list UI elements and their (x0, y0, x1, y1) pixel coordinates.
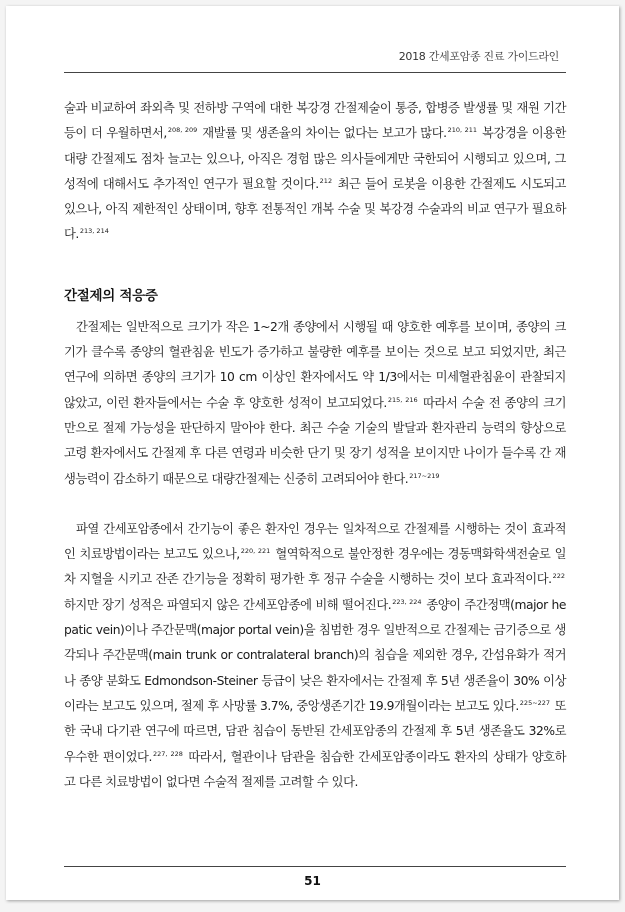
paragraph-spacer (64, 492, 566, 517)
document-page (6, 6, 619, 900)
citation: 212 (319, 176, 333, 185)
text-run: 혈역학적으로 불안정한 경우에는 경동맥화학색전술로 일차 지혈을 시키고 잔존 간기능을 정확히 평가한 후 정규 수술을 시행하는 것이 보다 효과적이다. (64, 547, 566, 587)
running-header: 2018 간세포암종 진료 가이드라인 (398, 50, 559, 63)
text-run: 하지만 장기 성적은 파열되지 않은 간세포암종에 비해 떨어진다. (64, 597, 392, 612)
text-run: 최근 들어 로봇을 이용한 간절제도 시도되고 있으나, 아직 제한적인 상태이며, 향후 전통적인 개복 수술 및 복강경 수술과의 비교 연구가 필요하다. (64, 176, 566, 242)
citation: 220, 221 (240, 547, 271, 556)
citation: 225~227 (519, 698, 551, 707)
citation: 210, 211 (447, 126, 478, 135)
citation: 222 (552, 572, 565, 581)
citation: 227, 228 (152, 749, 183, 758)
text-run: 복강경을 이용한 대량 간절제도 점차 늘고는 있으나, 아직은 경험 많은 의사들에게만 국한되어 시행되고 있으며, 그 성적에 대해서도 추가적인 연구가 필요할 것이다. (64, 126, 566, 191)
citation: 213, 214 (79, 227, 109, 236)
text-run: 또한 국내 다기관 연구에 따르면, 담관 침습이 동반된 간세포암종의 간절제 후 5년 생존율도 32%로 우수한 편이었다. (64, 698, 567, 764)
paragraph-ruptured-hcc (64, 517, 566, 795)
text-run: 간절제는 일반적으로 크기가 작은 1~2개 종양에서 시행될 때 양호한 예후를 보이며, 종양의 크기가 클수록 종양의 혈관침윤 빈도가 증가하고 불량한 예후를 보이는 것으로 보고 되었지만, 최근 연구에 의하면 종양의 크기가 10 cm 이상인 환자에서도 약 1/3에서는 미세혈관침윤이 관찰되지 않았고, 이런 환자들에서는 수술 후 양호한 성적이 보고되었다. (64, 319, 566, 410)
section-heading: 간절제의 적응증 (64, 287, 158, 304)
text-run: 술과 비교하여 좌외측 및 전하방 구역에 대한 복강경 간절제술이 통증, 합병증 발생률 및 재원 기간 등이 더 우월하면서, (64, 101, 566, 141)
main-content (64, 96, 566, 795)
footer-rule (64, 866, 566, 867)
citation: 217~219 (409, 471, 440, 480)
citation: 208, 209 (167, 126, 198, 135)
page-number: 51 (304, 874, 321, 888)
text-run: 종양이 주간정맥(major hepatic vein)이나 주간문맥(major portal vein)을 침범한 경우 일반적으로 간절제는 금기증으로 생각되나 주간문맥(main trunk or contralateral branch)의 침습을 제외한 경우, 간섬유화가 적거나 종양 분화도 Edmondson-Steiner 등급이 낮은 환자에서는 간절제 후 5년 생존율이 30% 이상이라는 보고도 있으며, 절제 후 사망률 3.7%, 중앙생존기간 19.9개월이라는 보고도 있다. (64, 597, 566, 713)
text-run: 따라서 수술 전 종양의 크기만으로 절제 가능성을 판단하지 말아야 한다. 최근 수술 기술의 발달과 환자관리 능력의 향상으로 고령 환자에서도 간절제 후 다른 연령과 비슷한 단기 및 장기 성적을 보이지만 나이가 들수록 간 재생능력이 감소하기 때문으로 대량간절제는 신중히 고려되어야 한다. (64, 395, 566, 486)
text-run: 재발률 및 생존율의 차이는 없다는 보고가 많다. (198, 126, 447, 141)
paragraph-resection-indications (64, 315, 566, 492)
citation: 215, 216 (387, 395, 418, 404)
text-run: 파열 간세포암종에서 간기능이 좋은 환자인 경우는 일차적으로 간절제를 시행하는 것이 효과적인 치료방법이라는 보고도 있으나, (64, 521, 566, 562)
paragraph-laparoscopic-outcomes (64, 96, 566, 248)
header-rule (64, 72, 566, 73)
citation: 223, 224 (392, 597, 422, 606)
text-run: 따라서, 혈관이나 담관을 침습한 간세포암종이라도 환자의 상태가 양호하고 다른 치료방법이 없다면 수술적 절제를 고려할 수 있다. (64, 749, 567, 789)
